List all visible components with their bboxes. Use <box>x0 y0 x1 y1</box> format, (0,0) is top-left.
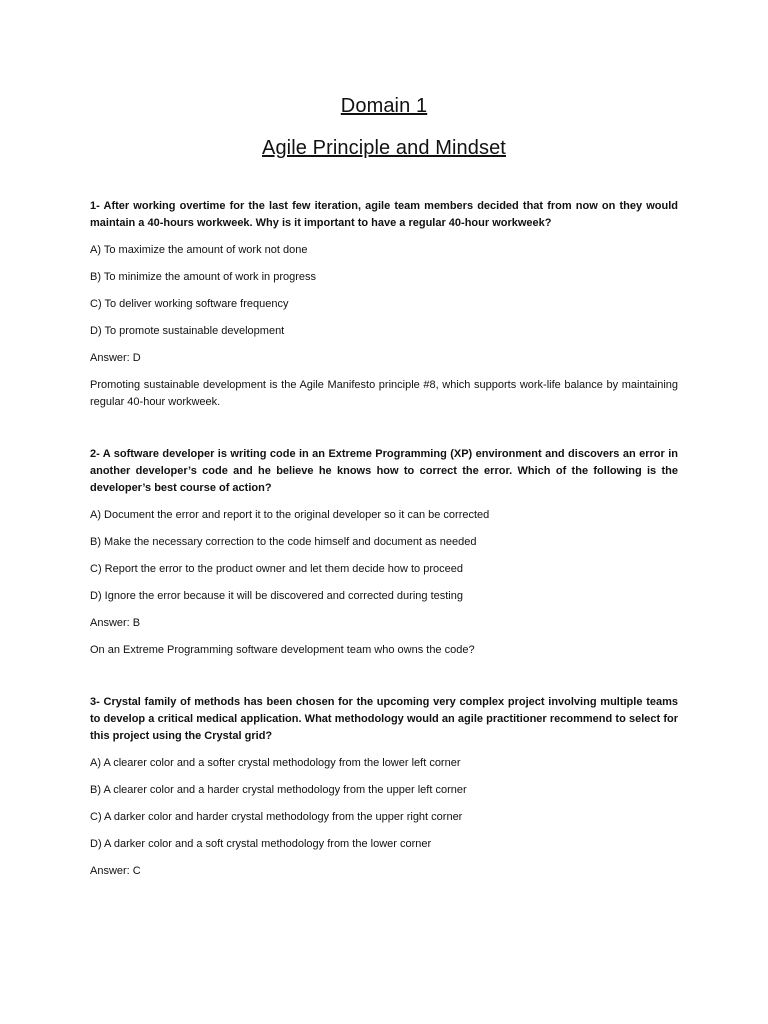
section-title: Agile Principle and Mindset <box>262 137 506 159</box>
question-text: 2- A software developer is writing code in an Extreme Programming (XP) environment and discovers an error in another developer’s code and he believe he knows how to correct the error. Which of the following is the developer’s best course of action? <box>90 448 678 494</box>
answer: Answer: C <box>90 865 141 877</box>
question-text: 3- Crystal family of methods has been chosen for the upcoming very complex project involving multiple teams to develop a critical medical application. What methodology would an agile practitioner recommend to select for this project using the Crystal grid? <box>90 696 678 742</box>
domain-title: Domain 1 <box>340 95 428 117</box>
option-d: D) To promote sustainable development <box>90 325 285 337</box>
option-a: A) A clearer color and a softer crystal methodology from the lower left corner <box>90 757 461 769</box>
explanation: On an Extreme Programming software development team who owns the code? <box>90 644 475 656</box>
option-b: B) To minimize the amount of work in progress <box>90 271 316 283</box>
question-block-1 <box>90 198 678 411</box>
option-c: C) A darker color and harder crystal methodology from the upper right corner <box>90 811 463 823</box>
option-d: D) A darker color and a soft crystal methodology from the lower corner <box>90 838 432 850</box>
option-a: A) Document the error and report it to the original developer so it can be corrected <box>90 509 490 521</box>
question-block-2 <box>90 446 678 659</box>
option-d: D) Ignore the error because it will be discovered and corrected during testing <box>90 590 463 602</box>
answer: Answer: D <box>90 352 141 364</box>
option-b: B) A clearer color and a harder crystal methodology from the upper left corner <box>90 784 467 796</box>
question-text: 1- After working overtime for the last few iteration, agile team members decided that from now on they would maintain a 40-hours workweek. Why is it important to have a regular 40-hour workweek? <box>90 200 678 229</box>
answer: Answer: B <box>90 617 141 629</box>
question-block-3 <box>90 694 678 880</box>
option-c: C) Report the error to the product owner and let them decide how to proceed <box>90 563 463 575</box>
explanation: Promoting sustainable development is the Agile Manifesto principle #8, which supports work-life balance by maintaining regular 40-hour workweek. <box>90 379 678 408</box>
option-c: C) To deliver working software frequency <box>90 298 289 310</box>
option-a: A) To maximize the amount of work not done <box>90 244 308 256</box>
option-b: B) Make the necessary correction to the code himself and document as needed <box>90 536 477 548</box>
